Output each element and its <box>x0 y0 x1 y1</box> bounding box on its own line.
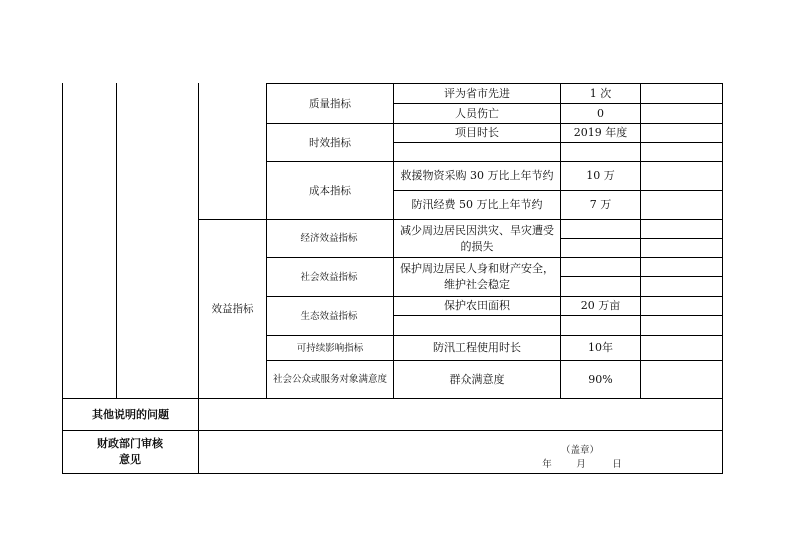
social-content: 保护周边居民人身和财产安全，维护社会稳定 <box>400 262 554 291</box>
economic-content: 减少周边居民因洪灾、旱灾遭受的损失 <box>400 223 554 253</box>
satisfaction-value: 90% <box>588 372 613 386</box>
row-line <box>560 276 723 277</box>
satisfaction-category: 社会公众或服务对象满意度 <box>272 374 387 385</box>
date-year: 年 <box>542 458 552 470</box>
row-line <box>560 238 723 239</box>
cost-content-2: 防汛经费 50 万比上年节约 <box>411 198 543 211</box>
quality-value-2: 0 <box>597 106 604 120</box>
sustainable-content: 防汛工程使用时长 <box>433 341 521 354</box>
ecological-content: 保护农田面积 <box>444 299 510 312</box>
row-line <box>393 315 723 316</box>
seal-text: （盖章） <box>560 444 599 456</box>
row-line <box>198 219 723 220</box>
social-category: 社会效益指标 <box>300 271 358 283</box>
row-line <box>62 473 723 474</box>
row-line <box>393 142 723 143</box>
quality-content-2: 人员伤亡 <box>455 106 499 120</box>
other-notes-label: 其他说明的问题 <box>92 407 169 421</box>
ecological-category: 生态效益指标 <box>300 310 358 322</box>
col-line <box>722 83 723 474</box>
date-day: 日 <box>612 458 622 470</box>
timeliness-category: 时效指标 <box>309 136 351 149</box>
finance-review-label: 财政部门审核意见 <box>97 437 163 466</box>
satisfaction-content: 群众满意度 <box>449 372 505 386</box>
col-line <box>640 83 641 398</box>
col-line <box>116 83 117 398</box>
timeliness-content-1: 项目时长 <box>455 126 499 139</box>
benefit-group-label: 效益指标 <box>211 303 254 315</box>
cost-value-1: 10 万 <box>586 169 615 182</box>
quality-value-1: 1 次 <box>589 86 612 100</box>
quality-category: 质量指标 <box>309 97 351 110</box>
date-month: 月 <box>576 458 586 470</box>
cost-value-2: 7 万 <box>589 198 612 211</box>
cost-content-1: 救援物资采购 30 万比上年节约 <box>400 169 554 182</box>
quality-content-1: 评为省市先进 <box>444 86 510 100</box>
ecological-value: 20 万亩 <box>580 299 621 312</box>
economic-category: 经济效益指标 <box>300 233 358 244</box>
cost-category: 成本指标 <box>309 184 351 197</box>
sustainable-category: 可持续影响指标 <box>296 342 364 354</box>
sustainable-value: 10年 <box>588 341 613 354</box>
timeliness-value-1: 2019 年度 <box>573 126 628 139</box>
